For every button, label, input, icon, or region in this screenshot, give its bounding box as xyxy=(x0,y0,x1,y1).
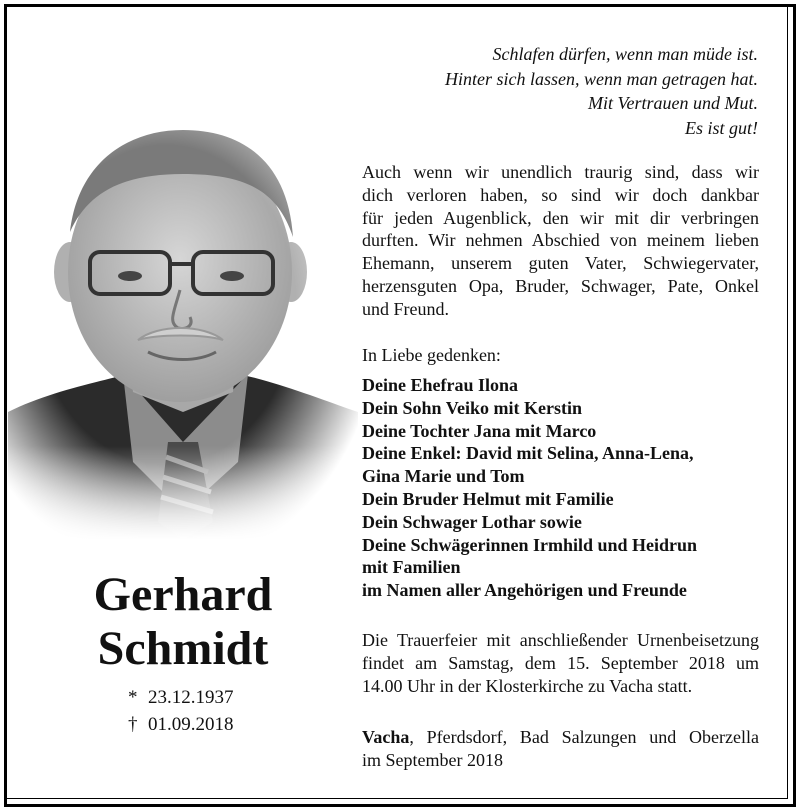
mourner-line: Deine Tochter Jana mit Marco xyxy=(362,420,597,441)
mourner-line: Gina Marie und Tom xyxy=(362,466,525,487)
life-dates xyxy=(128,684,234,738)
intro-line: Auch wenn wir unendlich traurig sind, dass wir xyxy=(362,162,759,182)
birth-row xyxy=(128,684,234,711)
death-row xyxy=(128,711,234,738)
last-name: Schmidt xyxy=(97,622,269,675)
intro-text xyxy=(362,161,759,321)
intro-line: herzensguten Opa, Bruder, Schwager, Pate, Onkel xyxy=(362,275,759,296)
mourner-line: Deine Ehefrau Ilona xyxy=(362,375,519,395)
poem-line: Es ist gut! xyxy=(684,117,758,138)
intro-line: durften. Wir nehmen Abschied von meinem lieben xyxy=(362,230,759,251)
mourner-line: mit Familien xyxy=(362,557,461,578)
funeral-line: Die Trauerfeier mit anschließender Urnenbeisetzung xyxy=(362,630,759,650)
funeral-line: findet am Samstag, dem 15. September 2018 um xyxy=(362,652,759,673)
intro-line: für jeden Augenblick, den wir mit dir verbringen xyxy=(362,207,759,228)
mourner-line: Deine Enkel: David mit Selina, Anna-Lena, xyxy=(362,443,694,464)
mourner-line: Dein Bruder Helmut mit Familie xyxy=(362,488,614,509)
mourner-line: im Namen aller Angehörigen und Freunde xyxy=(362,580,687,601)
birth-symbol: * xyxy=(128,687,138,708)
poem-line: Mit Vertrauen und Mut. xyxy=(588,93,758,113)
mourner-line: Dein Schwager Lothar sowie xyxy=(362,511,582,532)
portrait-photo xyxy=(8,112,358,540)
death-date: 01.09.2018 xyxy=(148,714,234,735)
intro-line: und Freund. xyxy=(362,298,449,319)
intro-line: dich verloren haben, so sind wir doch dankbar xyxy=(362,184,759,205)
birth-date: 23.12.1937 xyxy=(148,687,234,708)
place-and-date xyxy=(362,726,759,772)
poem-line: Schlafen dürfen, wenn man müde ist. xyxy=(492,44,758,64)
place-date: im September 2018 xyxy=(362,749,503,770)
mourners-list xyxy=(362,374,759,602)
deceased-name xyxy=(28,568,338,676)
place-town: Vacha xyxy=(362,727,410,747)
mourners-heading: In Liebe gedenken: xyxy=(362,345,501,365)
intro-line: Ehemann, unserem guten Vater, Schwiegervater, xyxy=(362,253,759,274)
first-name: Gerhard xyxy=(93,568,273,621)
place-others: , Pferdsdorf, Bad Salzungen und Oberzella xyxy=(409,727,759,747)
funeral-notice xyxy=(362,629,759,697)
mourner-line: Deine Schwägerinnen Irmhild und Heidrun xyxy=(362,534,698,555)
poem-line: Hinter sich lassen, wenn man getragen hat. xyxy=(445,68,758,89)
funeral-line: 14.00 Uhr in der Klosterkirche zu Vacha statt. xyxy=(362,675,693,696)
death-symbol: † xyxy=(128,714,138,735)
place-line xyxy=(362,726,759,749)
mourner-line: Dein Sohn Veiko mit Kerstin xyxy=(362,397,583,418)
poem xyxy=(445,42,758,140)
